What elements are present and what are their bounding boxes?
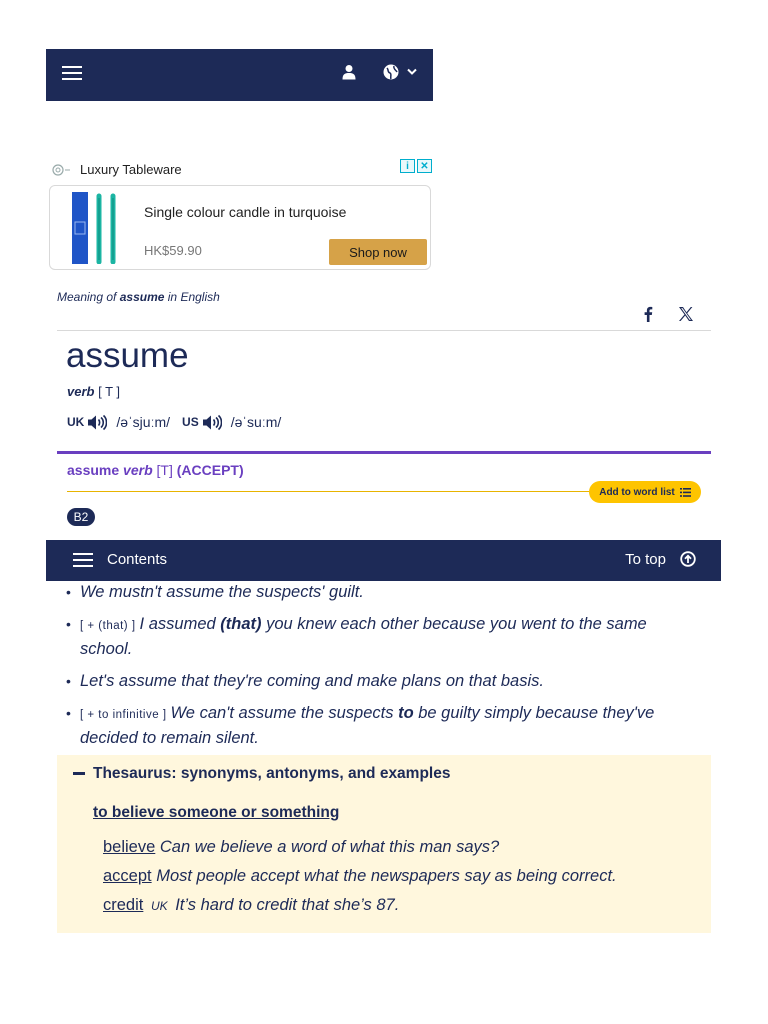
grammar-pattern: [ + to infinitive ] (80, 709, 167, 721)
advertisement (48, 158, 432, 272)
synonym-example: Most people accept what the newspapers say as being correct. (156, 867, 617, 885)
us-ipa: /əˈsuːm/ (230, 414, 282, 430)
ad-close-icon[interactable]: ✕ (417, 159, 432, 173)
us-audio-speaker-icon[interactable] (202, 414, 222, 431)
grammar-pattern: [ + (that) ] (80, 620, 136, 632)
sense-word: assume (67, 462, 120, 478)
add-to-word-list-label: Add to word list (599, 486, 675, 498)
globe-language-icon[interactable] (382, 63, 422, 81)
example-highlight: to (398, 704, 414, 722)
shop-now-button[interactable]: Shop now (329, 239, 427, 265)
uk-audio-speaker-icon[interactable] (87, 414, 107, 431)
add-to-word-list-button[interactable] (589, 481, 701, 503)
facebook-icon[interactable] (641, 306, 655, 322)
divider (57, 330, 711, 331)
top-navbar (46, 49, 433, 101)
example-text: you knew each other because you went to the same school. (80, 615, 647, 658)
thesaurus-row (103, 833, 617, 862)
example-text: I assumed (139, 615, 221, 633)
contents-bar (46, 540, 721, 581)
x-twitter-icon[interactable] (678, 306, 694, 322)
meaning-heading (57, 290, 220, 304)
headword: assume (66, 336, 189, 375)
example-text: Let's assume that they're coming and make plans on that basis. (80, 672, 544, 690)
us-region-label: US (182, 415, 199, 429)
synonym-example: It’s hard to credit that she’s 87. (175, 896, 400, 914)
pronunciation-line (67, 412, 293, 432)
thesaurus-box (57, 755, 711, 933)
sense-guideword: (ACCEPT) (176, 462, 244, 478)
synonym-link-accept[interactable]: accept (103, 867, 152, 885)
example-text: be guilty simply because they've decided to remain silent. (80, 704, 655, 747)
uk-region-label: UK (67, 415, 85, 429)
list-icon (680, 488, 691, 497)
example-highlight: (that) (220, 615, 262, 633)
sense-underline (67, 491, 597, 492)
thesaurus-subtitle-link[interactable]: to believe someone or something (93, 804, 340, 821)
example-text: We mustn't assume the suspects' guilt. (80, 583, 364, 601)
region-label: UK (150, 899, 168, 913)
thesaurus-rows (103, 833, 617, 921)
ad-choices[interactable] (400, 159, 432, 173)
synonym-link-credit[interactable]: credit (103, 896, 144, 914)
example-text: We can't assume the suspects (170, 704, 399, 722)
to-top-button[interactable]: To top (625, 551, 666, 568)
sense-heading (67, 462, 244, 478)
thesaurus-row (103, 862, 617, 891)
sense-pos: verb (123, 462, 153, 478)
grammar-code: [ T ] (98, 384, 121, 399)
example-item (66, 702, 666, 750)
cefr-level-badge: B2 (67, 508, 95, 526)
arrow-up-circle-icon[interactable] (680, 551, 696, 567)
meaning-word: assume (119, 290, 165, 304)
meaning-prefix: Meaning of (57, 290, 117, 304)
candle-product-image (68, 192, 128, 264)
ad-brand-name: Luxury Tableware (80, 162, 182, 177)
sense-divider (57, 451, 711, 454)
ad-price: HK$59.90 (144, 243, 202, 258)
example-item (66, 581, 666, 604)
brand-logo-icon (50, 163, 76, 177)
ad-brand[interactable] (50, 162, 182, 177)
ad-title[interactable]: Single colour candle in turquoise (144, 204, 347, 220)
ad-info-icon[interactable]: i (400, 159, 415, 173)
synonym-link-believe[interactable]: believe (103, 838, 156, 856)
contents-button[interactable]: Contents (107, 551, 168, 568)
example-item (66, 670, 666, 693)
example-list (66, 581, 666, 759)
synonym-example: Can we believe a word of what this man says? (159, 838, 500, 856)
thesaurus-title[interactable]: Thesaurus: synonyms, antonyms, and examples (93, 765, 451, 782)
part-of-speech: verb (67, 384, 95, 399)
menu-icon[interactable] (62, 66, 82, 80)
ad-card[interactable] (49, 185, 431, 270)
meaning-suffix: in English (167, 290, 220, 304)
example-item (66, 613, 666, 661)
sense-grammar: [T] (156, 462, 173, 478)
collapse-minus-icon[interactable] (73, 772, 85, 775)
part-of-speech-line (67, 384, 120, 399)
uk-ipa: /əˈsjuːm/ (116, 414, 171, 430)
contents-menu-icon[interactable] (73, 553, 93, 567)
thesaurus-row (103, 891, 617, 921)
user-icon[interactable] (342, 64, 356, 80)
